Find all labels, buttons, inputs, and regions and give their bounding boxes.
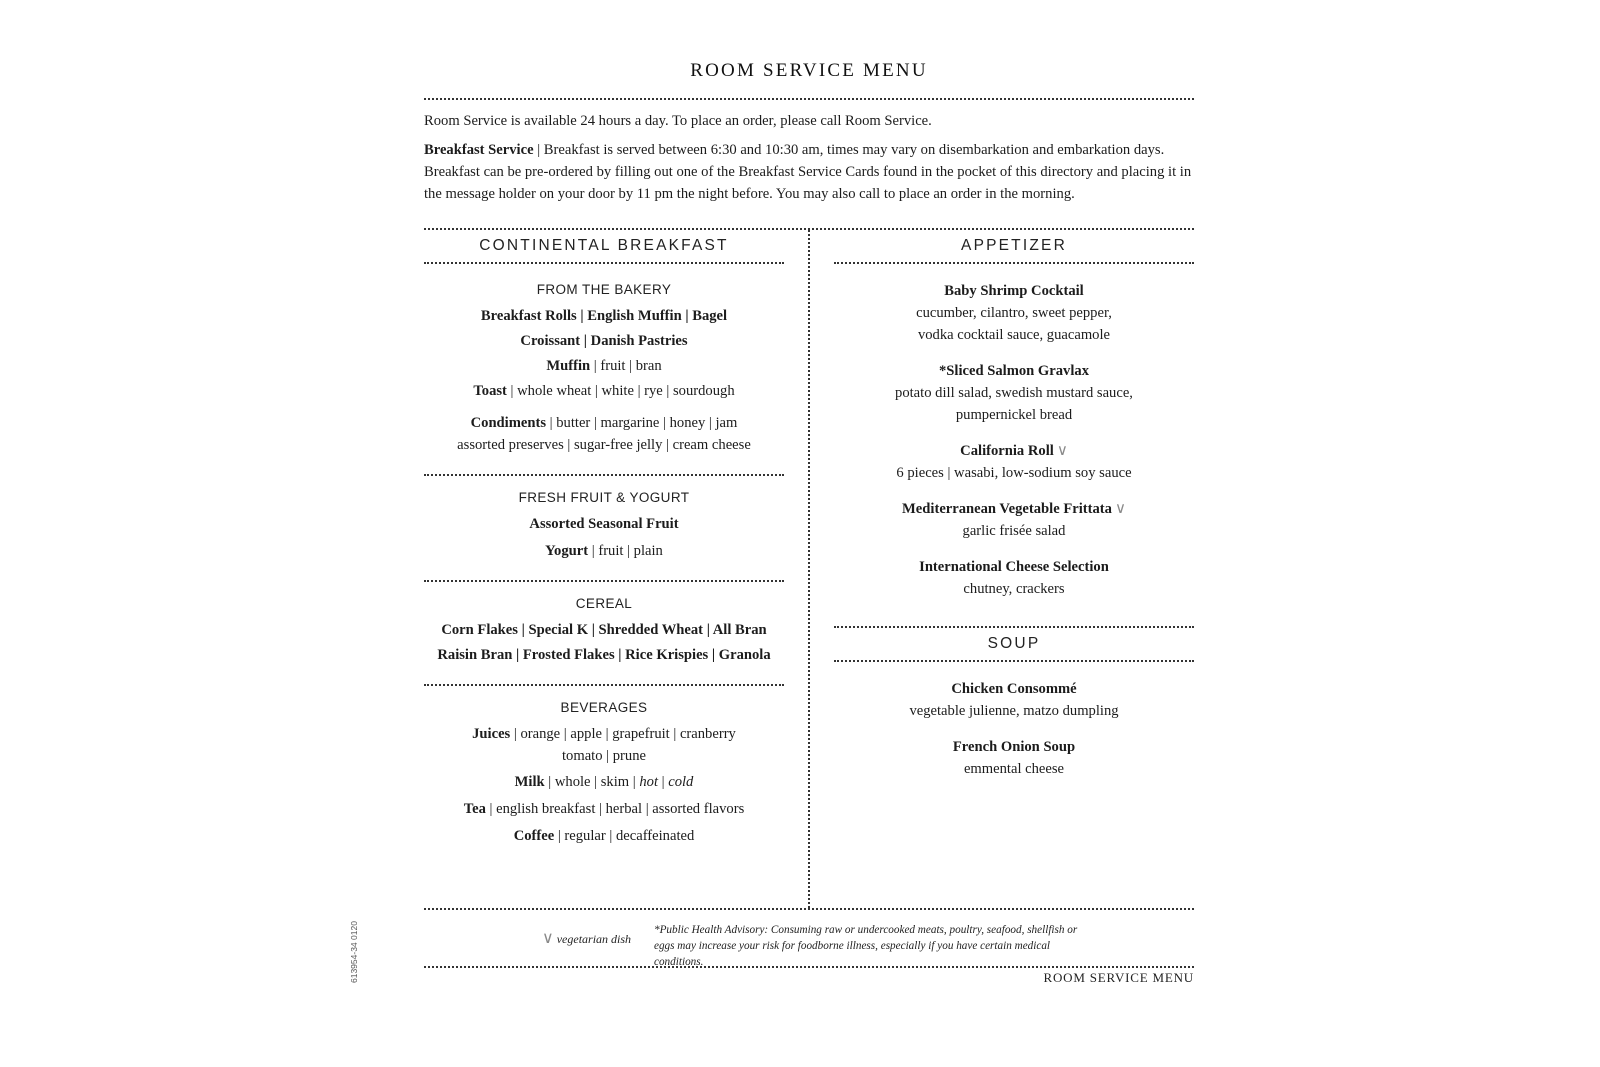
appetizer-soup-column — [834, 230, 1194, 780]
section-heading-soup: SOUP — [834, 628, 1194, 662]
dish-item: California Roll ∨ 6 pieces | wasabi, low-sodium soy sauce — [834, 440, 1194, 484]
section-heading-appetizer: APPETIZER — [834, 230, 1194, 264]
breakfast-label: Breakfast Service — [424, 142, 534, 158]
menu-line: Assorted Seasonal Fruit — [529, 516, 679, 532]
dish-item: Chicken Consommé vegetable julienne, matzo dumpling — [909, 681, 1119, 719]
footer-notes — [424, 918, 1194, 968]
divider — [424, 908, 1194, 910]
dish-item: Mediterranean Vegetable Frittata ∨ garlic frisée salad — [834, 498, 1194, 542]
menu-line: Muffin | fruit | bran — [546, 358, 662, 374]
menu-line: Toast | whole wheat | white | rye | sourdough — [473, 383, 735, 399]
menu-line: Corn Flakes | Special K | Shredded Wheat | All Bran — [441, 622, 767, 638]
breakfast-details: Breakfast is served between 6:30 and 10:30 am, times may vary on disembarkation and embarkation days. Breakfast can be pre-ordered by filling out one of the Breakfast Service Cards found in the pocket of this directory and placing it in the message holder on your door by 11 pm the night before. You may also call to place an order in the morning. — [424, 142, 1192, 202]
vegetarian-legend: ∨ vegetarian dish — [542, 930, 632, 947]
menu-line: Coffee | regular | decaffeinated — [513, 828, 695, 844]
divider — [424, 98, 1194, 100]
divider — [424, 580, 784, 582]
subheading-beverages: BEVERAGES — [560, 700, 648, 715]
subheading-cereal: CEREAL — [575, 596, 633, 611]
dish-item: International Cheese Selection chutney, crackers — [919, 559, 1109, 597]
menu-line: Raisin Bran | Frosted Flakes | Rice Krispies | Granola — [437, 647, 771, 663]
continental-breakfast-column — [424, 230, 784, 850]
subheading-fruit: FRESH FRUIT & YOGURT — [518, 490, 690, 505]
divider — [424, 474, 784, 476]
dish-item: Baby Shrimp Cocktail cucumber, cilantro, sweet pepper, vodka cocktail sauce, guacamole — [916, 283, 1112, 343]
menu-line: Croissant | Danish Pastries — [520, 333, 688, 349]
health-advisory: *Public Health Advisory: Consuming raw or undercooked meats, poultry, seafood, shellfish or eggs may increase your risk for foodborne illness, especially if you have certain medical conditions. — [654, 924, 1078, 968]
menu-page — [424, 0, 1194, 1067]
menu-line: Milk | whole | skim | hot | cold — [514, 774, 694, 790]
subheading-bakery: FROM THE BAKERY — [536, 282, 672, 297]
divider — [424, 684, 784, 686]
footer-title: ROOM SERVICE MENU — [1043, 970, 1194, 985]
intro — [424, 110, 1194, 212]
dish-item: *Sliced Salmon Gravlax potato dill salad, swedish mustard sauce, pumpernickel bread — [895, 363, 1133, 423]
leaf-icon: ∨ — [1056, 443, 1068, 459]
leaf-icon: ∨ — [1114, 501, 1126, 517]
leaf-icon: ∨ — [542, 930, 554, 947]
column-divider — [808, 230, 810, 908]
soup-section — [834, 626, 1194, 780]
availability-text: Room Service is available 24 hours a day. To place an order, please call Room Service. — [424, 113, 932, 129]
menu-line: Yogurt | fruit | plain — [545, 543, 663, 559]
page-title: ROOM SERVICE MENU — [690, 60, 928, 81]
menu-line: Breakfast Rolls | English Muffin | Bagel — [480, 308, 728, 324]
menu-line: Juices | orange | apple | grapefruit | cranberry — [472, 726, 736, 742]
menu-line: Tea | english breakfast | herbal | assorted flavors — [463, 801, 745, 817]
section-heading-continental: CONTINENTAL BREAKFAST — [424, 230, 784, 264]
menu-line: Condiments | butter | margarine | honey | jam — [470, 415, 738, 431]
breakfast-service-text: Breakfast Service | Breakfast is served between 6:30 and 10:30 am, times may vary on disembarkation and embarkation days. Breakfast can be pre-ordered by filling out one of the Breakfast Service Cards found in the pocket of this directory and placing it in the message holder on your door by 11 pm the night before. You may also call to place an order in the morning. — [424, 142, 1192, 202]
dish-item: French Onion Soup emmental cheese — [952, 739, 1076, 777]
menu-line: assorted preserves | sugar-free jelly | cream cheese — [457, 437, 751, 453]
menu-line: tomato | prune — [562, 748, 646, 764]
print-code: 613954-34 0120 — [349, 921, 359, 983]
divider — [424, 966, 1194, 968]
